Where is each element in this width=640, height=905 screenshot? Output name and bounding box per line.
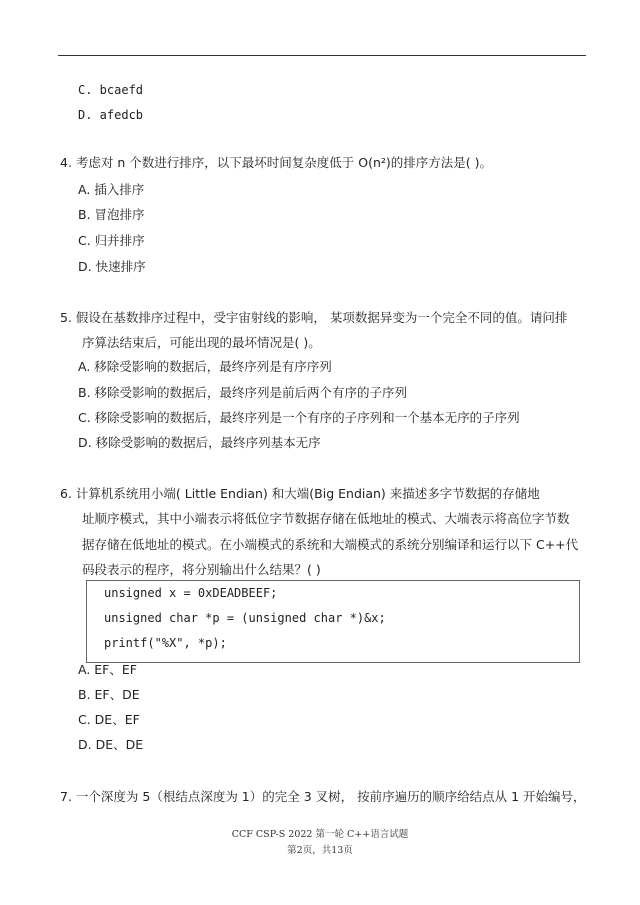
q4-option-c: C. 归并排序 — [78, 233, 145, 248]
q5-option-b: B. 移除受影响的数据后，最终序列是前后两个有序的子序列 — [78, 385, 408, 400]
option-d: D. afedcb — [78, 108, 144, 122]
question-6-line-4: 码段表示的程序，将分别输出什么结果？( ) — [82, 562, 321, 577]
footer-title: CCF CSP-S 2022 第一轮 C++语言试题 — [231, 829, 409, 840]
q5-option-d: D. 移除受影响的数据后，最终序列基本无序 — [78, 435, 321, 450]
code-line: unsigned char *p = (unsigned char *)&x; — [104, 611, 386, 625]
q6-option-a: A. EF、EF — [78, 662, 137, 677]
question-5-line-1: 5. 假设在基数排序过程中，受宇宙射线的影响， 某项数据异变为一个完全不同的值。请问排 — [60, 310, 568, 325]
option-c: C. bcaefd — [78, 83, 144, 97]
q4-option-b: B. 冒泡排序 — [78, 207, 145, 222]
footer-page: 第2页，共13页 — [287, 845, 353, 856]
q6-option-b: B. EF、DE — [78, 687, 140, 702]
q4-option-a: A. 插入排序 — [78, 182, 145, 197]
code-line: printf("%X", *p); — [104, 636, 227, 650]
q5-option-a: A. 移除受影响的数据后，最终序列是有序序列 — [78, 359, 332, 374]
header-rule — [58, 55, 586, 56]
q4-option-d: D. 快速排序 — [78, 259, 146, 274]
question-6-line-2: 址顺序模式，其中小端表示将低位字节数据存储在低地址的模式、大端表示将高位字节数 — [82, 511, 570, 526]
question-6-line-1: 6. 计算机系统用小端( Little Endian) 和大端(Big Endian) 来描述多字节数据的存储地 — [60, 486, 540, 501]
q5-option-c: C. 移除受影响的数据后，最终序列是一个有序的子序列和一个基本无序的子序列 — [78, 410, 520, 425]
code-line: unsigned x = 0xDEADBEEF; — [104, 586, 278, 600]
code-block — [86, 580, 580, 663]
q6-option-d: D. DE、DE — [78, 737, 144, 752]
question-6-line-3: 据存储在低地址的模式。在小端模式的系统和大端模式的系统分别编译和运行以下 C++代 — [82, 537, 579, 552]
q6-option-c: C. DE、EF — [78, 712, 140, 727]
question-5-line-2: 序算法结束后，可能出现的最坏情况是( )。 — [82, 335, 321, 350]
question-7: 7. 一个深度为 5（根结点深度为 1）的完全 3 叉树， 按前序遍历的顺序给结点从 1 开始编号， — [60, 789, 586, 804]
question-4: 4. 考虑对 n 个数进行排序，以下最坏时间复杂度低于 O(n²)的排序方法是( )。 — [60, 155, 492, 170]
